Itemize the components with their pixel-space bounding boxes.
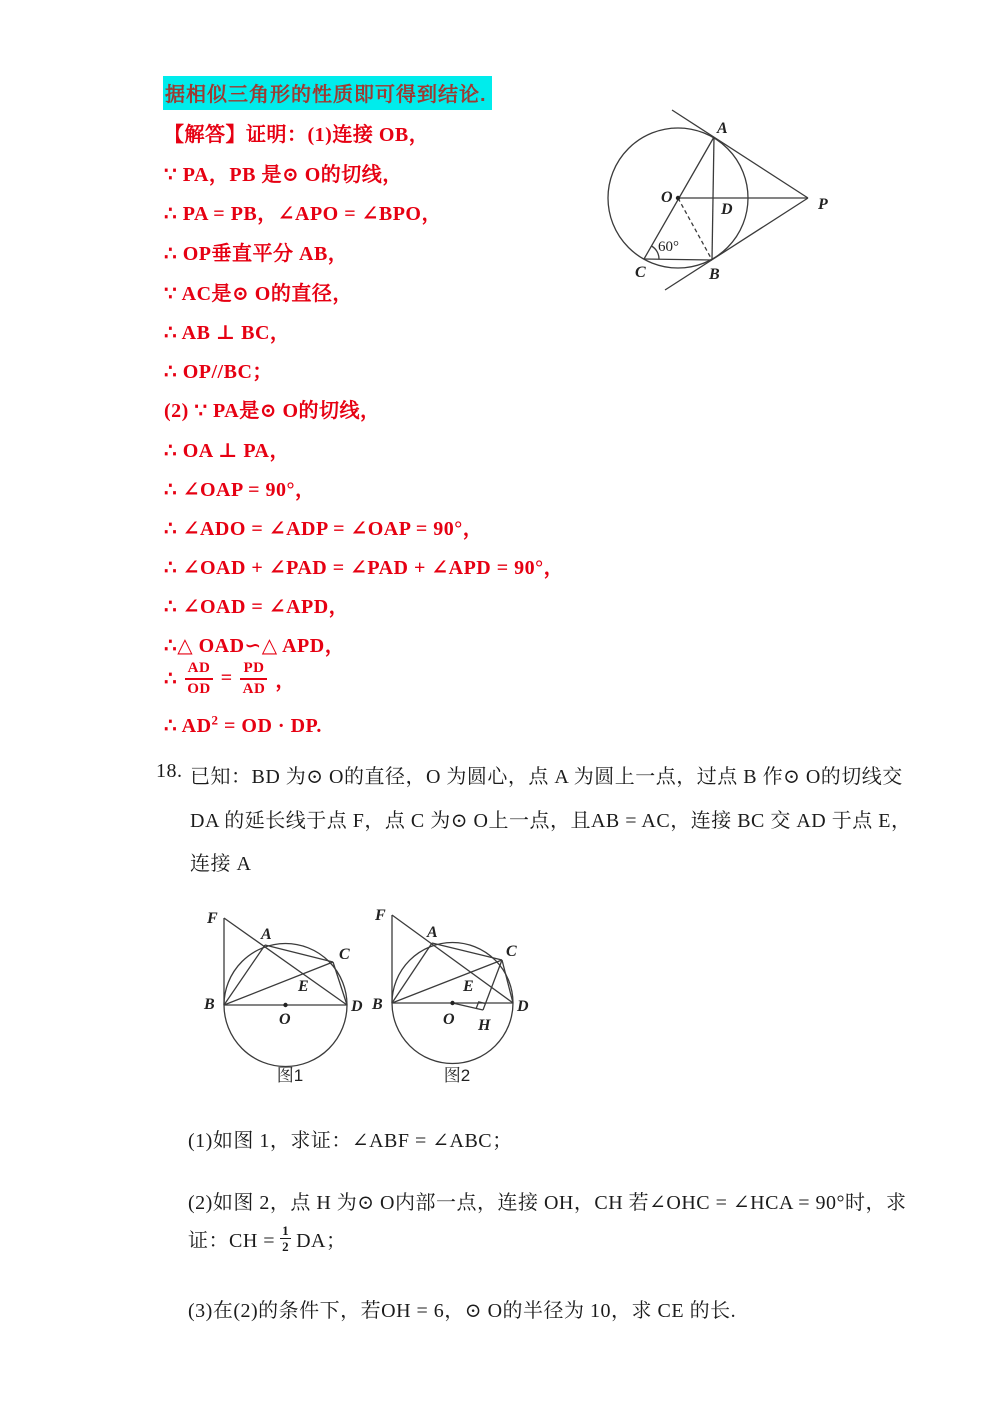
problem-text-line-3: 连接 A xyxy=(190,853,252,875)
solution-line-10: ∴ ∠OAP = 90°， xyxy=(164,479,316,501)
solution-line-1: 【解答】证明：(1)连接 OB， xyxy=(164,124,430,146)
equals-sign: = xyxy=(220,667,233,689)
fraction-numerator: PD xyxy=(240,660,267,680)
label-c: C xyxy=(339,946,350,963)
solution-line-12: ∴ ∠OAD + ∠PAD = ∠PAD + ∠APD = 90°， xyxy=(164,557,565,579)
solution-line-8: (2) ∵ PA是⊙ O的切线， xyxy=(164,400,381,422)
therefore-symbol: ∴ xyxy=(164,668,178,690)
solution-line-3: ∴ PA = PB，∠APO = ∠BPO， xyxy=(164,203,442,225)
problem-number: 18. xyxy=(156,760,183,782)
fraction-numerator: 1 xyxy=(282,1223,290,1238)
solution-line-14: ∴△ OAD∽△ APD， xyxy=(164,635,346,657)
label-f: F xyxy=(207,910,218,927)
question-3: (3)在(2)的条件下，若OH = 6，⊙ O的半径为 10，求 CE 的长. xyxy=(188,1300,737,1322)
label-b: B xyxy=(709,266,720,283)
chord-ba xyxy=(392,943,432,1003)
label-e: E xyxy=(463,978,474,995)
final-line-lead: ∴ AD xyxy=(164,715,212,737)
label-angle-60: 60° xyxy=(658,239,679,255)
chord-cb xyxy=(644,259,712,260)
solution-line-final xyxy=(164,713,322,738)
exponent: 2 xyxy=(211,712,219,728)
solution-line-fraction xyxy=(164,660,296,697)
final-line-tail: = OD · DP. xyxy=(218,715,322,737)
comma: ， xyxy=(275,670,296,692)
label-b: B xyxy=(372,996,383,1013)
fraction-one-half xyxy=(280,1224,291,1253)
label-o: O xyxy=(661,189,673,206)
chord-bc xyxy=(392,960,502,1003)
solution-line-7: ∴ OP//BC； xyxy=(164,361,273,383)
fraction-denominator: AD xyxy=(242,681,266,697)
question-1: (1)如图 1，求证：∠ABF = ∠ABC； xyxy=(188,1130,513,1152)
figure-1 xyxy=(195,895,370,1095)
fraction-denominator: 2 xyxy=(282,1239,290,1254)
problem-text-line-1: 已知：BD 为⊙ O的直径，O 为圆心，点 A 为圆上一点，过点 B 作⊙ O的切线交 xyxy=(190,766,903,788)
label-o: O xyxy=(443,1011,455,1028)
fraction-denominator: OD xyxy=(187,681,211,697)
solution-line-2: ∵ PA，PB 是⊙ O的切线， xyxy=(164,164,403,186)
solution-line-11: ∴ ∠ADO = ∠ADP = ∠OAP = 90°， xyxy=(164,518,484,540)
label-b: B xyxy=(204,996,215,1013)
center-point-o xyxy=(450,1001,454,1005)
solution-line-6: ∴ AB ⊥ BC， xyxy=(164,322,291,344)
highlighted-conclusion-text: 据相似三角形的性质即可得到结论. xyxy=(163,76,492,110)
label-d: D xyxy=(351,998,363,1015)
figure-2-caption: 图2 xyxy=(443,1066,471,1085)
label-c: C xyxy=(635,264,646,281)
solution-line-4: ∴ OP垂直平分 AB， xyxy=(164,243,349,265)
center-point-o xyxy=(283,1003,287,1007)
label-a: A xyxy=(427,924,438,941)
dashed-radius-ob xyxy=(678,198,712,260)
label-a: A xyxy=(261,926,272,943)
label-d: D xyxy=(721,201,733,218)
tangent-line-pa xyxy=(672,110,808,198)
chord-cd xyxy=(333,962,347,1005)
label-p: P xyxy=(818,196,828,213)
question-2-line-2 xyxy=(188,1224,346,1253)
fraction-pd-ad xyxy=(240,660,269,697)
tangent-line-pb xyxy=(665,198,808,290)
label-f: F xyxy=(375,907,386,924)
label-h: H xyxy=(478,1017,491,1034)
question-2-tail: DA； xyxy=(296,1230,347,1252)
solution-line-9: ∴ OA ⊥ PA， xyxy=(164,440,290,462)
label-e: E xyxy=(298,978,309,995)
fraction-numerator: AD xyxy=(185,660,214,680)
problem-text-line-2: DA 的延长线于点 F，点 C 为⊙ O上一点，且AB = AC，连接 BC 交 AD 于点 E， xyxy=(190,810,912,832)
fraction-ad-od xyxy=(184,660,214,697)
figure-1-caption: 图1 xyxy=(276,1066,304,1085)
label-d: D xyxy=(517,998,529,1015)
center-point-o xyxy=(676,196,680,200)
solution-line-13: ∴ ∠OAD = ∠APD， xyxy=(164,596,350,618)
figure-tangent-circle xyxy=(595,100,845,300)
label-a: A xyxy=(717,120,728,137)
label-c: C xyxy=(506,943,517,960)
question-2-lead: 证：CH = xyxy=(188,1230,276,1252)
label-o: O xyxy=(279,1011,291,1028)
question-2-line-1: (2)如图 2，点 H 为⊙ O内部一点，连接 OH，CH 若∠OHC = ∠HCA = 90°时，求 xyxy=(188,1192,907,1214)
solution-line-5: ∵ AC是⊙ O的直径， xyxy=(164,283,353,305)
chord-ba xyxy=(224,945,265,1005)
figure-2 xyxy=(358,895,548,1095)
